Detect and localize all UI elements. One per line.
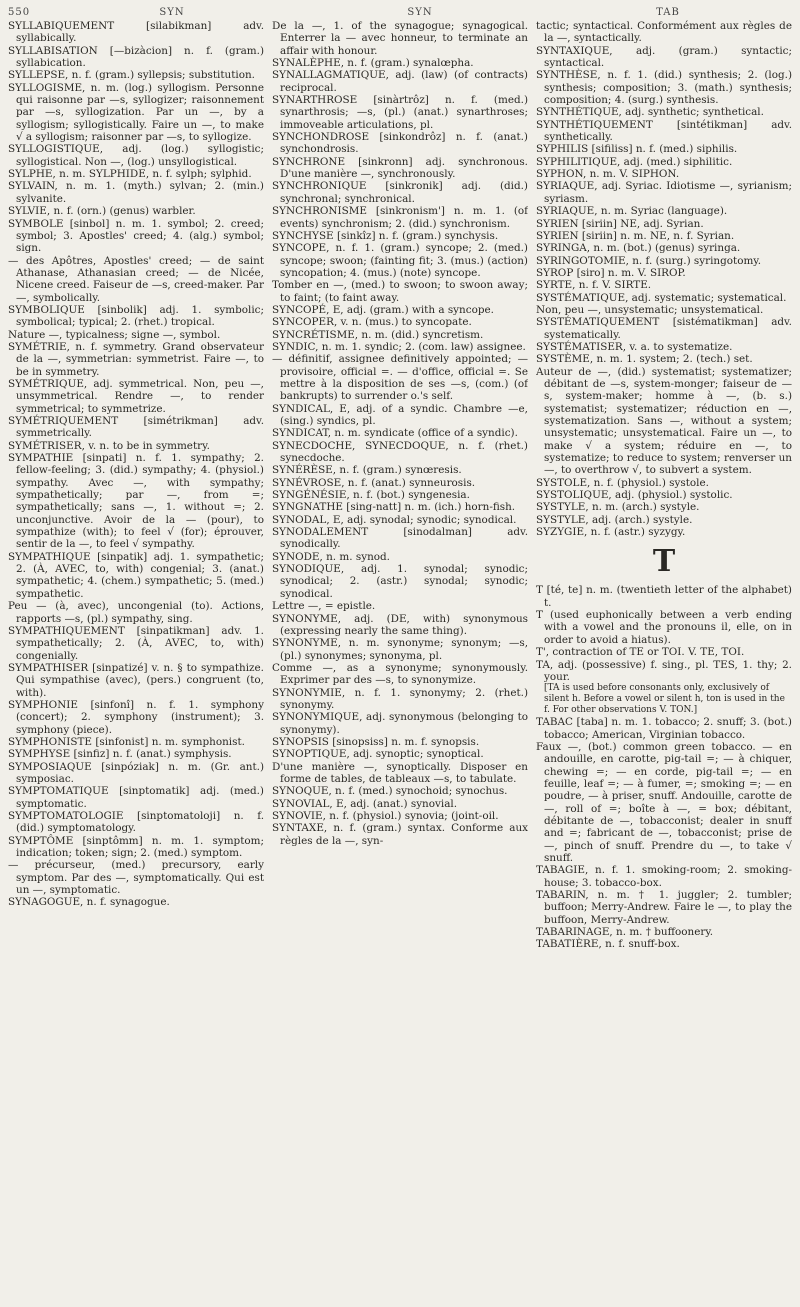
dictionary-entry: SYLLEPSE, n. f. (gram.) syllepsis; substitution. (8, 69, 255, 82)
dictionary-entry: SYNONYMIQUE, adj. synonymous (belonging to synonymy). (272, 711, 528, 736)
columns (8, 20, 792, 1300)
dictionary-entry: SYNODIQUE, adj. 1. synodal; synodic; synodical; 2. (astr.) synodal; synodic; synodical. (272, 563, 528, 600)
dictionary-entry: SYNODAL, E, adj. synodal; synodic; synodical. (272, 513, 517, 526)
dictionary-entry: SYMÉTRIQUE, adj. symmetrical. Non, peu —, unsymmetrical. Rendre —, to render symmetrical; to symmetrize. (8, 377, 264, 415)
dictionary-entry: SYPHILITIQUE, adj. (med.) siphilitic. (536, 155, 733, 168)
dictionary-entry: SYNARTHROSE [sinàrtrôz] n. f. (med.) synarthrosis; —s, (pl.) (anat.) synarthroses; immoveable articulations, pl. (272, 94, 528, 131)
dictionary-entry: SYNCHRONIQUE [sinkronik] adj. (did.) synchronal; synchronical. (272, 180, 528, 205)
dictionary-entry: SYLLOGISTIQUE, adj. (log.) syllogistic; syllogistical. Non —, (log.) unsyllogistical. (8, 143, 264, 168)
dictionary-entry: SYSTYLE, n. m. (arch.) systyle. (536, 501, 700, 514)
header-right-word: TAB (656, 6, 680, 18)
dictionary-entry: SYNCOPÉ, E, adj. (gram.) with a syncope. (272, 303, 494, 316)
dictionary-entry: SYSTÉMATISER, v. a. to systematize. (536, 340, 733, 353)
dictionary-entry: SYPHILIS [sifiliss] n. f. (med.) siphilis. (536, 143, 738, 156)
dictionary-entry: SYMPATHIQUEMENT [sinpatikman] adv. 1. sympathetically; 2. (À, AVEC, to, with) congenially. (8, 624, 264, 662)
dictionary-entry: SYLVIE, n. f. (orn.) (genus) warbler. (8, 205, 196, 218)
dictionary-entry: SYMPTOMATIQUE [sinptomatik] adj. (med.) symptomatic. (8, 785, 264, 810)
dictionary-entry: SYNCHRONE [sinkronn] adj. synchronous. D'une manière —, synchronously. (272, 155, 528, 181)
dictionary-entry: SYMPATHIQUE [sinpatik] adj. 1. sympathetic; 2. (À, AVEC, to, with) congenial; 3. (anat.) sympathetic; 4. (chem.) sympathetic; 5. (med.) sympathetic. (8, 550, 264, 600)
dictionary-entry: SYSTYLE, adj. (arch.) systyle. (536, 513, 693, 526)
dictionary-entry: SYNOPTIQUE, adj. synoptic; synoptical. (272, 748, 484, 761)
dictionary-entry: SYMPOSIAQUE [sinpóziak] n. m. (Gr. ant.) symposiac. (8, 760, 264, 785)
dictionary-entry: SYRINGOTOMIE, n. f. (surg.) syringotomy. (536, 254, 762, 267)
dictionary-entry: SYSTÉMATIQUE, adj. systematic; systematical. (536, 291, 787, 304)
dictionary-entry: TABARIN, n. m. † 1. juggler; 2. tumbler; buffoon; Merry-Andrew. Faire le —, to play the buffoon, Merry-Andrew. (536, 889, 792, 926)
dictionary-entry: TABARINAGE, n. m. † buffoonery. (536, 926, 714, 939)
dictionary-entry: SYNCHRONISME [sinkronism'] n. m. 1. (of events) synchronism; 2. (did.) synchronism. (272, 205, 528, 230)
dictionary-entry: SYNOVIAL, E, adj. (anat.) synovial. (272, 797, 458, 810)
dictionary-entry: SYNOVIE, n. f. (physiol.) synovia; (joint-oil. (272, 810, 499, 822)
dictionary-entry: SYZYGIE, n. f. (astr.) syzygy. (536, 526, 686, 539)
dictionary-entry: SYSTÉMATIQUEMENT [sistématikman] adv. systematically. (536, 316, 792, 341)
dictionary-entry: SYNDIC, n. m. 1. syndic; 2. (com. law) assignee. (272, 340, 526, 353)
dictionary-entry: SYMPATHISER [sinpatizé] v. n. § to sympathize. Qui sympathise (avec), (pers.) congruent (to, with). (8, 661, 264, 699)
dictionary-entry: SYNODE, n. m. synod. (272, 550, 390, 563)
section-letter: T (652, 544, 676, 580)
dictionary-entry: Comme —, as a synonyme; synonymously. Exprimer par des —s, to synonymize. (272, 661, 528, 687)
dictionary-entry: SYROP [siro] n. m. V. SIROP. (536, 266, 686, 279)
column-1 (8, 20, 264, 1300)
dictionary-entry: TABAC [taba] n. m. 1. tobacco; 2. snuff; 3. (bot.) tobacco; American, Virginian tobacco. (536, 716, 792, 741)
page-number: 550 (8, 6, 31, 18)
dictionary-entry: SYLLABISATION [—bizàcion] n. f. (gram.) syllabication. (8, 44, 264, 70)
dictionary-entry: Nature —, typicalness; signe —, symbol. (8, 328, 221, 341)
dictionary-entry: SYNTHÉTIQUE, adj. synthetic; synthetical. (536, 106, 764, 119)
header-center-word: SYN (407, 6, 433, 18)
dictionary-entry: SYMPHONIE [sinfonî] n. f. 1. symphony (concert); 2. symphony (instrument); 3. symphony (piece). (8, 698, 264, 736)
dictionary-entry: Faux —, (bot.) common green tobacco. — en andouille, en carotte, pig-tail =; — à chiquer, chewing =; — en corde, pig-tail =; — en feuille, leaf =; — à fumer, =; smoking =; — en poudre, — à priser, snuff. Andouille, carotte de —, roll of =; boîte à —, = box; débitant, débitante de —, tobacconist; dealer in snuff and =; fabricant de —, tobacconist; prise de —, pinch of snuff. Prendre du —, to take √ snuff. (536, 740, 792, 864)
dictionary-entry: TABAGIE, n. f. 1. smoking-room; 2. smoking-house; 3. tobacco-box. (536, 864, 792, 889)
dictionary-entry: SYNGNATHE [sing-natt] n. m. (ich.) horn-fish. (272, 501, 516, 514)
dictionary-entry: SYLLABIQUEMENT [silabikman] adv. syllabically. (8, 20, 264, 45)
dictionary-entry: SYRIEN [siriin] n. m. NE, n. f. Syrian. (536, 229, 735, 242)
dictionary-entry: SYRINGA, n. m. (bot.) (genus) syringa. (536, 242, 741, 255)
dictionary-entry: — des Apôtres, Apostles' creed; — de saint Athanase, Athanasian creed; — de Nicée, Nicene creed. Faiseur de —s, creed-maker. Par —, symbolically. (8, 254, 264, 304)
dictionary-entry: SYNCOPE, n. f. 1. (gram.) syncope; 2. (med.) syncope; swoon; (fainting fit; 3. (mus.) (action) syncopation; 4. (mus.) (note) syncope. (272, 242, 528, 279)
dictionary-entry: SYRIAQUE, adj. Syriac. Idiotisme —, syrianism; syriasm. (536, 180, 792, 205)
dictionary-entry: SYMBOLIQUE [sinbolik] adj. 1. symbolic; symbolical; typical; 2. (rhet.) tropical. (8, 303, 264, 329)
dictionary-entry: SYNCOPER, v. n. (mus.) to syncopate. (272, 316, 472, 329)
dictionary-entry: SYNODALEMENT [sinodalman] adv. synodically. (272, 526, 528, 551)
dictionary-entry: Auteur de —, (did.) systematist; systematizer; débitant de —s, system-monger; faiseur de —s, system-maker; homme à —, (b. s.) systematist; systematizer; réduction en —, systematization. Sans —, without a system; unsystematic; unsystematical. Faire un —, to make √ a system; réduire en —, to systematize; to reduce to system; renverser un —, to overthrow √, to subvert a system. (536, 365, 792, 477)
dictionary-entry: SYNCRÉTISME, n. m. (did.) syncretism. (272, 328, 484, 341)
dictionary-entry: SYNTHÈSE, n. f. 1. (did.) synthesis; 2. (log.) synthesis; composition; 3. (math.) synthesis; composition; 4. (surg.) synthesis. (536, 69, 792, 107)
dictionary-entry: SYNGÉNÉSIE, n. f. (bot.) syngenesia. (272, 489, 470, 502)
dictionary-entry: SYNÉVROSE, n. f. (anat.) synneurosis. (272, 476, 476, 489)
dictionary-entry: SYMÉTRISER, v. n. to be in symmetry. (8, 439, 210, 452)
dictionary-entry: Lettre —, = epistle. (272, 600, 376, 613)
dictionary-entry: SYNAGOGUE, n. f. synagogue. (8, 896, 170, 909)
dictionary-entry: SYNALÈPHE, n. f. (gram.) synalœpha. (272, 57, 474, 70)
dictionary-entry: SYNOQUE, n. f. (med.) synochoid; synochus. (272, 785, 508, 798)
dictionary-entry: De la —, 1. of the synagogue; synagogical. Enterrer la — avec honneur, to terminate an affair with honour. (272, 20, 528, 57)
dictionary-entry: SYNONYMIE, n. f. 1. synonymy; 2. (rhet.) synonymy. (272, 686, 528, 711)
dictionary-entry: SYNONYME, adj. (DE, with) synonymous (expressing nearly the same thing). (272, 612, 528, 637)
dictionary-entry: SYNTAXIQUE, adj. (gram.) syntactic; syntactical. (536, 44, 792, 70)
dictionary-entry: SYNECDOCHE, SYNECDOQUE, n. f. (rhet.) synecdoche. (272, 439, 528, 465)
dictionary-entry: SYLVAIN, n. m. 1. (myth.) sylvan; 2. (min.) sylvanite. (8, 180, 264, 205)
column-2 (272, 20, 528, 1300)
dictionary-entry: SYMPATHIE [sinpati] n. f. 1. sympathy; 2. fellow-feeling; 3. (did.) sympathy; 4. (physiol.) sympathy. Avec —, with sympathy; sympathetically; par —, from =; sympathetically; sans —, 1. without =; 2. unconjunctive. Avoir de la — (pour), to sympathize (with); to feel √ (for); éprouver, sentir de la —, to feel √ sympathy. (8, 452, 264, 551)
dictionary-entry: SYNALLAGMATIQUE, adj. (law) (of contracts) reciprocal. (272, 69, 528, 94)
dictionary-entry: SYMÉTRIQUEMENT [simétrikman] adv. symmetrically. (8, 415, 264, 440)
dictionary-entry: TABATIÈRE, n. f. snuff-box. (536, 938, 680, 951)
dictionary-entry: T [té, te] n. m. (twentieth letter of the alphabet) t. (536, 584, 792, 609)
usage-note: [TA is used before consonants only, exclusively of silent h. Before a vowel or silent h, ton is used in the f. For other observations V. TON.] (544, 683, 785, 716)
dictionary-entry: — précurseur, (med.) precursory, early symptom. Par des —, symptomatically. Qui est un —, symptomatic. (8, 859, 264, 897)
dictionary-entry: SYLPHE, n. m. SYLPHIDE, n. f. sylph; sylphid. (8, 168, 252, 181)
dictionary-entry: Peu — (à, avec), uncongenial (to). Actions, rapports —s, (pl.) sympathy, sing. (8, 600, 264, 625)
dictionary-entry: SYMPTÔME [sinptômm] n. m. 1. symptom; indication; token; sign; 2. (med.) symptom. (8, 834, 264, 860)
dictionary-entry: SYNONYME, n. m. synonyme; synonym; —s, (pl.) synonymes; synonyma, pl. (272, 637, 528, 662)
dictionary-entry: SYLLOGISME, n. m. (log.) syllogism. Personne qui raisonne par —s, syllogizer; raisonnement par —s, syllogization. Par un —, by a syllogism; syllogistically. Faire un —, to make √ a syllogism; raisonner par —s, to syllogize. (8, 81, 264, 144)
dictionary-entry: SYRTE, n. f. V. SIRTE. (536, 279, 652, 292)
dictionary-entry: T (used euphonically between a verb ending with a vowel and the pronouns il, elle, on in order to avoid a hiatus). (536, 609, 792, 646)
dictionary-entry: SYRIEN [siriin] NE, adj. Syrian. (536, 217, 704, 230)
dictionary-entry: SYNTAXE, n. f. (gram.) syntax. Conforme aux règles de la —, syn- (272, 822, 528, 847)
dictionary-entry: SYSTÈME, n. m. 1. system; 2. (tech.) set. (536, 353, 753, 366)
dictionary-entry: Tomber en —, (med.) to swoon; to swoon away; to faint; (to faint away. (272, 279, 528, 304)
dictionary-entry: SYSTOLIQUE, adj. (physiol.) systolic. (536, 489, 733, 502)
dictionary-entry: SYRIAQUE, n. m. Syriac (language). (536, 205, 728, 218)
dictionary-entry: SYNDICAL, E, adj. of a syndic. Chambre —e, (sing.) syndics, pl. (272, 402, 528, 427)
dictionary-entry: SYNDICAT, n. m. syndicate (office of a syndic). (272, 427, 518, 440)
dictionary-entry: D'une manière —, synoptically. Disposer en forme de tables, de tableaux —s, to tabulate. (272, 760, 528, 785)
dictionary-entry: SYNOPSIS [sinopsiss] n. m. f. synopsis. (272, 735, 480, 748)
running-header (8, 4, 792, 20)
dictionary-entry: — définitif, assignee definitively appointed; — provisoire, official =. — d'office, official =. Se mettre à la disposition de ses —s, (com.) (of bankrupts) to surrender o.'s self. (272, 353, 528, 403)
dictionary-entry: SYNCHYSE [sinkîz] n. f. (gram.) synchysis. (272, 229, 499, 242)
dictionary-entry: SYMPHYSE [sinfiz] n. f. (anat.) symphysis. (8, 748, 232, 761)
dictionary-entry: SYMPHONISTE [sinfonist] n. m. symphonist. (8, 735, 245, 748)
dictionary-entry: tactic; syntactical. Conformément aux règles de la —, syntactically. (536, 20, 792, 45)
dictionary-entry: SYNÉRÈSE, n. f. (gram.) synœresis. (272, 464, 462, 477)
dictionary-entry: TA, adj. (possessive) f. sing., pl. TES, 1. thy; 2. your. (536, 658, 792, 683)
dictionary-entry: SYNCHONDROSE [sinkondrôz] n. f. (anat.) synchondrosis. (272, 131, 528, 156)
column-3 (536, 20, 792, 1300)
dictionary-entry: SYMÉTRIE, n. f. symmetry. Grand observateur de la —, symmetrian: symmetrist. Faire —, to be in symmetry. (8, 340, 264, 378)
dictionary-entry: Non, peu —, unsystematic; unsystematical. (536, 303, 764, 316)
dictionary-entry: T', contraction of TE or TOI. V. TE, TOI. (536, 646, 745, 659)
dictionary-entry: SYPHON, n. m. V. SIPHON. (536, 168, 680, 181)
dictionary-entry: SYNTHÉTIQUEMENT [sintétikman] adv. synthetically. (536, 118, 792, 144)
header-left-word: SYN (159, 6, 185, 18)
dictionary-entry: SYMBOLE [sinbol] n. m. 1. symbol; 2. creed; symbol; 3. Apostles' creed; 4. (alg.) symbol; sign. (8, 217, 264, 255)
dictionary-entry: SYMPTOMATOLOGIE [sinptomatoloji] n. f. (did.) symptomatology. (8, 810, 264, 835)
dictionary-entry: SYSTOLE, n. f. (physiol.) systole. (536, 476, 709, 489)
